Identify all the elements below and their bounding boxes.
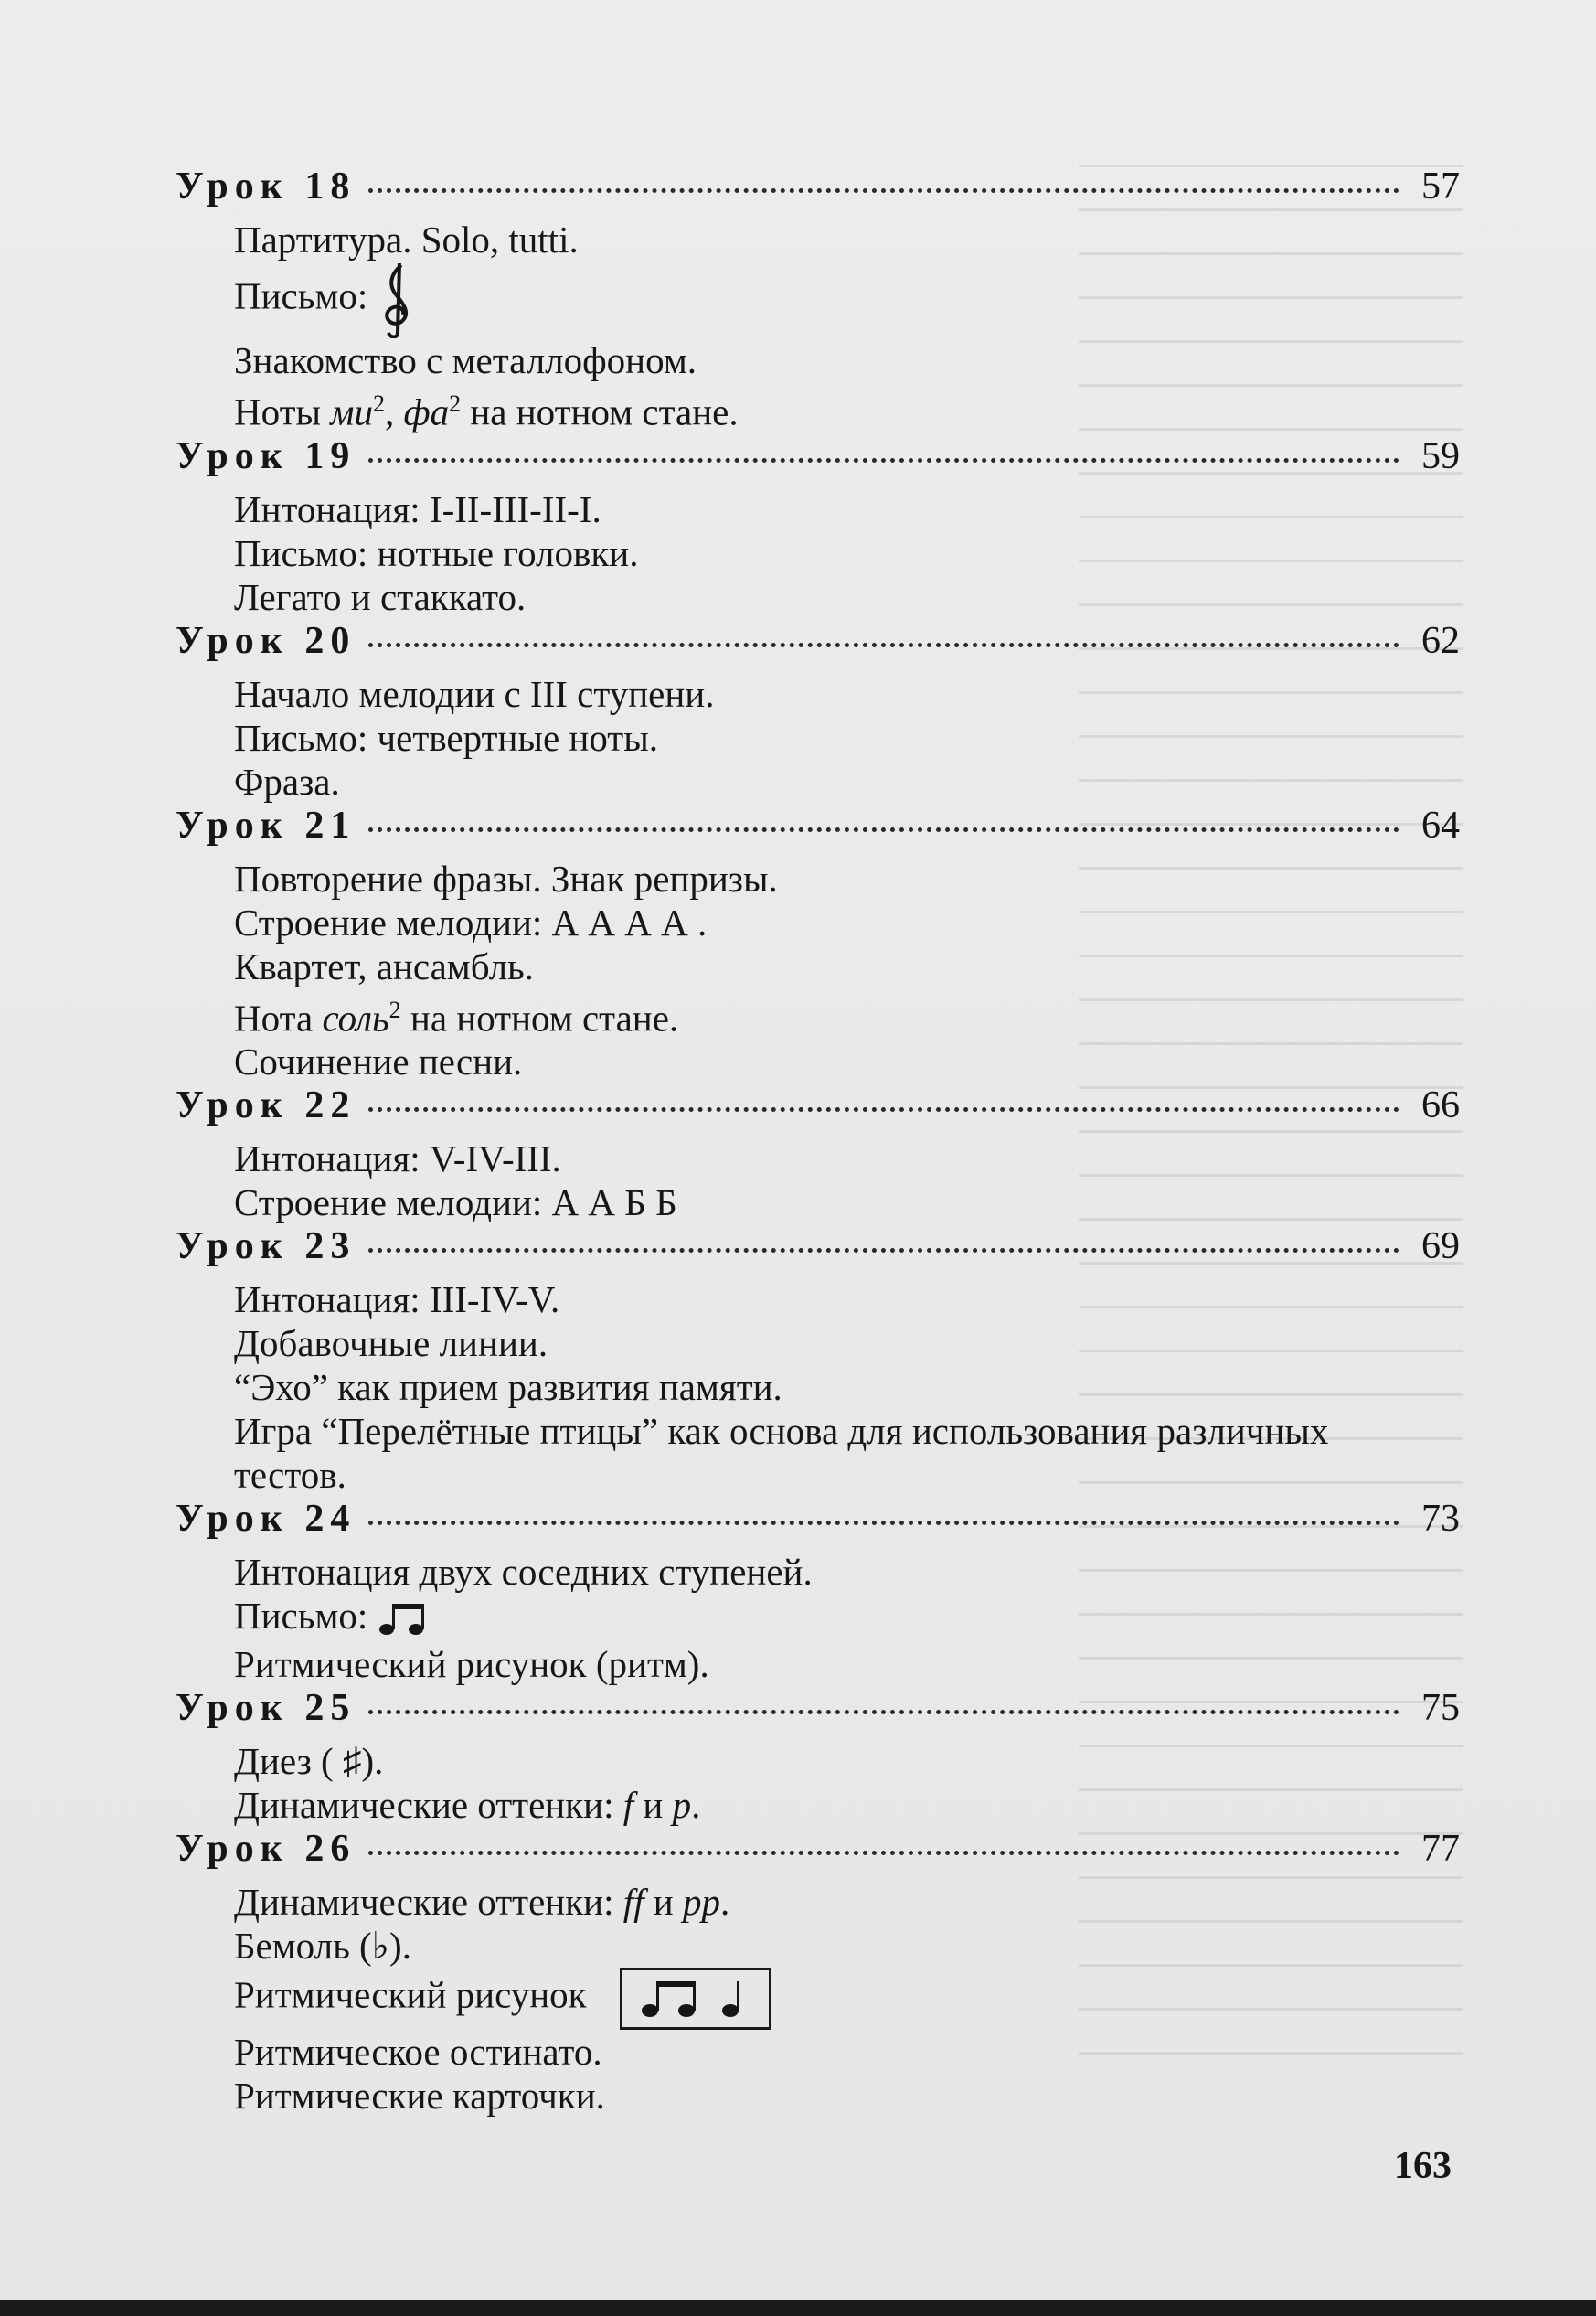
- lesson-heading[interactable]: [176, 434, 1460, 487]
- lesson-title: Урок 25: [176, 1686, 356, 1729]
- topic-text: Повторение фразы. Знак репризы.: [234, 857, 778, 900]
- topic-text-pre: Ноты: [234, 390, 331, 433]
- lesson-topic: [176, 672, 1460, 716]
- lesson-topic: [176, 988, 1460, 1041]
- lesson-title: Урок 19: [176, 434, 356, 477]
- lesson-topic: [176, 2030, 1460, 2074]
- topic-text: Ритмические карточки.: [234, 2074, 605, 2117]
- topic-text: Строение мелодии: А А А А .: [234, 901, 708, 944]
- lesson-topic: [176, 1880, 1460, 1924]
- lesson-heading[interactable]: [176, 1686, 1460, 1739]
- topic-text: Ритмический рисунок: [234, 1973, 587, 2016]
- topic-text-it1: f: [622, 1783, 634, 1826]
- topic-text-it1: ми: [330, 390, 373, 433]
- topic-text: Строение мелодии: А А Б Б: [234, 1181, 677, 1224]
- lesson-page-number: 73: [1421, 1498, 1460, 1541]
- dot-leader: [368, 643, 1399, 647]
- topic-text-it1: ff: [622, 1880, 644, 1923]
- lesson-topic: [176, 945, 1460, 988]
- lesson-page-number: 59: [1421, 434, 1460, 477]
- lesson-topic: [176, 1277, 1460, 1321]
- topic-text: Фраза.: [234, 760, 340, 803]
- lesson-entry: [176, 804, 1460, 1084]
- lesson-topic: [176, 338, 1460, 382]
- lesson-title: Урок 24: [176, 1498, 356, 1541]
- topic-text: Интонация: I-II-III-II-I.: [234, 487, 601, 530]
- lesson-topic: [176, 2074, 1460, 2118]
- topic-text: Интонация: III-IV-V.: [234, 1278, 560, 1321]
- treble-clef-icon: [378, 261, 420, 338]
- dot-leader: [368, 827, 1399, 832]
- lesson-heading[interactable]: [176, 1083, 1460, 1137]
- lesson-topic: [176, 1180, 1460, 1224]
- topic-text-it2: фа: [403, 390, 450, 433]
- lesson-topic: [176, 1739, 1460, 1783]
- lesson-title: Урок 18: [176, 165, 356, 208]
- lesson-entry: [176, 165, 1460, 434]
- lesson-topic: [176, 1594, 1460, 1642]
- topic-text: Добавочные линии.: [234, 1322, 548, 1365]
- lesson-heading[interactable]: [176, 165, 1460, 218]
- lesson-topic: [176, 1968, 1460, 2030]
- rhythm-box-icon: [620, 1968, 771, 2030]
- lesson-topic: [176, 1321, 1460, 1365]
- lesson-entry: [176, 1083, 1460, 1224]
- lesson-entry: [176, 1224, 1460, 1497]
- lesson-topic: [176, 575, 1460, 619]
- topic-text-pre: Динамические оттенки:: [234, 1880, 623, 1923]
- dot-leader: [368, 1851, 1399, 1855]
- topic-text-it2: pp: [682, 1880, 720, 1923]
- lesson-page-number: 62: [1421, 619, 1460, 662]
- lesson-topic: [176, 1365, 1460, 1409]
- dot-leader: [368, 1710, 1399, 1714]
- topic-text-sup1: 2: [372, 390, 385, 417]
- topic-text: Интонация: V-IV-III.: [234, 1137, 561, 1180]
- lesson-title: Урок 22: [176, 1084, 356, 1127]
- topic-text: Письмо:: [234, 274, 378, 317]
- lesson-title: Урок 21: [176, 804, 356, 847]
- lesson-entry: [176, 1827, 1460, 2118]
- lesson-heading[interactable]: [176, 804, 1460, 857]
- topic-text: Квартет, ансамбль.: [234, 945, 534, 987]
- lesson-topic: [176, 1642, 1460, 1686]
- topic-text: Ритмический рисунок (ритм).: [234, 1642, 709, 1685]
- dot-leader: [368, 1521, 1399, 1525]
- lesson-topic: [176, 487, 1460, 531]
- lesson-topic: [176, 760, 1460, 804]
- topic-text: Интонация двух соседних ступеней.: [234, 1551, 813, 1594]
- lesson-topic: [176, 1040, 1460, 1083]
- lesson-topic: [176, 531, 1460, 575]
- lesson-entry: [176, 1686, 1460, 1827]
- lesson-topic: [176, 716, 1460, 760]
- eighth-notes-icon: [378, 1598, 429, 1642]
- topic-text-mid: и: [644, 1880, 683, 1923]
- lesson-topic: [176, 382, 1460, 434]
- topic-text: Диез ( ♯).: [234, 1739, 384, 1782]
- topic-text: Партитура. Solo, tutti.: [234, 219, 579, 261]
- lesson-entry: [176, 619, 1460, 804]
- topic-text-it2: p: [672, 1783, 692, 1826]
- lesson-title: Урок 26: [176, 1827, 356, 1870]
- topic-text: Знакомство с металлофоном.: [234, 339, 697, 381]
- topic-text: Игра “Перелётные птицы” как основа для использования различных тестов.: [234, 1410, 1329, 1497]
- lesson-heading[interactable]: [176, 1497, 1460, 1550]
- lesson-page-number: 77: [1421, 1827, 1460, 1870]
- dot-leader: [368, 1248, 1399, 1253]
- topic-text: Письмо:: [234, 1595, 378, 1638]
- lesson-topic: [176, 1137, 1460, 1180]
- lesson-page-number: 75: [1421, 1686, 1460, 1729]
- topic-text-it1: соль: [322, 997, 389, 1040]
- topic-text-post: на нотном стане.: [400, 997, 679, 1040]
- page-folio: 163: [1394, 2145, 1452, 2187]
- lesson-heading[interactable]: [176, 1224, 1460, 1277]
- topic-text-post: .: [719, 1880, 730, 1923]
- lesson-topic: [176, 218, 1460, 261]
- lesson-topic: [176, 1409, 1395, 1497]
- lesson-page-number: 69: [1421, 1225, 1460, 1268]
- topic-text: “Эхо” как прием развития памяти.: [234, 1366, 782, 1409]
- dot-leader: [368, 188, 1399, 193]
- topic-text-post: .: [691, 1783, 701, 1826]
- topic-text: Сочинение песни.: [234, 1041, 523, 1083]
- lesson-title: Урок 20: [176, 619, 356, 662]
- topic-text-mid: и: [633, 1783, 673, 1826]
- topic-text: Письмо: нотные головки.: [234, 531, 639, 574]
- topic-text-pre: Динамические оттенки:: [234, 1783, 623, 1826]
- scan-edge: [0, 2300, 1596, 2316]
- lesson-entry: [176, 1497, 1460, 1686]
- topic-text-pre: Нота: [234, 997, 323, 1040]
- topic-text: Письмо: четвертные ноты.: [234, 716, 659, 759]
- lesson-page-number: 66: [1421, 1084, 1460, 1127]
- topic-text-post: на нотном стане.: [461, 390, 739, 433]
- lesson-topic: [176, 857, 1460, 901]
- topic-text: Бемоль (♭).: [234, 1924, 411, 1967]
- lesson-heading[interactable]: [176, 619, 1460, 672]
- topic-text-sup2: 2: [449, 390, 462, 417]
- lesson-topic: [176, 1550, 1460, 1594]
- topic-text: Ритмическое остинато.: [234, 2030, 602, 2073]
- lesson-topic: [176, 1783, 1460, 1827]
- topic-text: Начало мелодии с III ступени.: [234, 672, 715, 715]
- table-of-contents: [176, 165, 1460, 2118]
- topic-text-sup1: 2: [388, 996, 401, 1023]
- dot-leader: [368, 458, 1399, 463]
- lesson-topic: [176, 901, 1460, 945]
- lesson-page-number: 64: [1421, 804, 1460, 847]
- lesson-topic: [176, 1924, 1460, 1968]
- topic-text: Легато и стаккато.: [234, 575, 527, 618]
- lesson-topic: [176, 261, 1460, 338]
- lesson-title: Урок 23: [176, 1225, 356, 1268]
- lesson-heading[interactable]: [176, 1827, 1460, 1880]
- lesson-entry: [176, 434, 1460, 619]
- dot-leader: [368, 1107, 1399, 1112]
- topic-text-mid: ,: [384, 390, 404, 433]
- lesson-page-number: 57: [1421, 165, 1460, 208]
